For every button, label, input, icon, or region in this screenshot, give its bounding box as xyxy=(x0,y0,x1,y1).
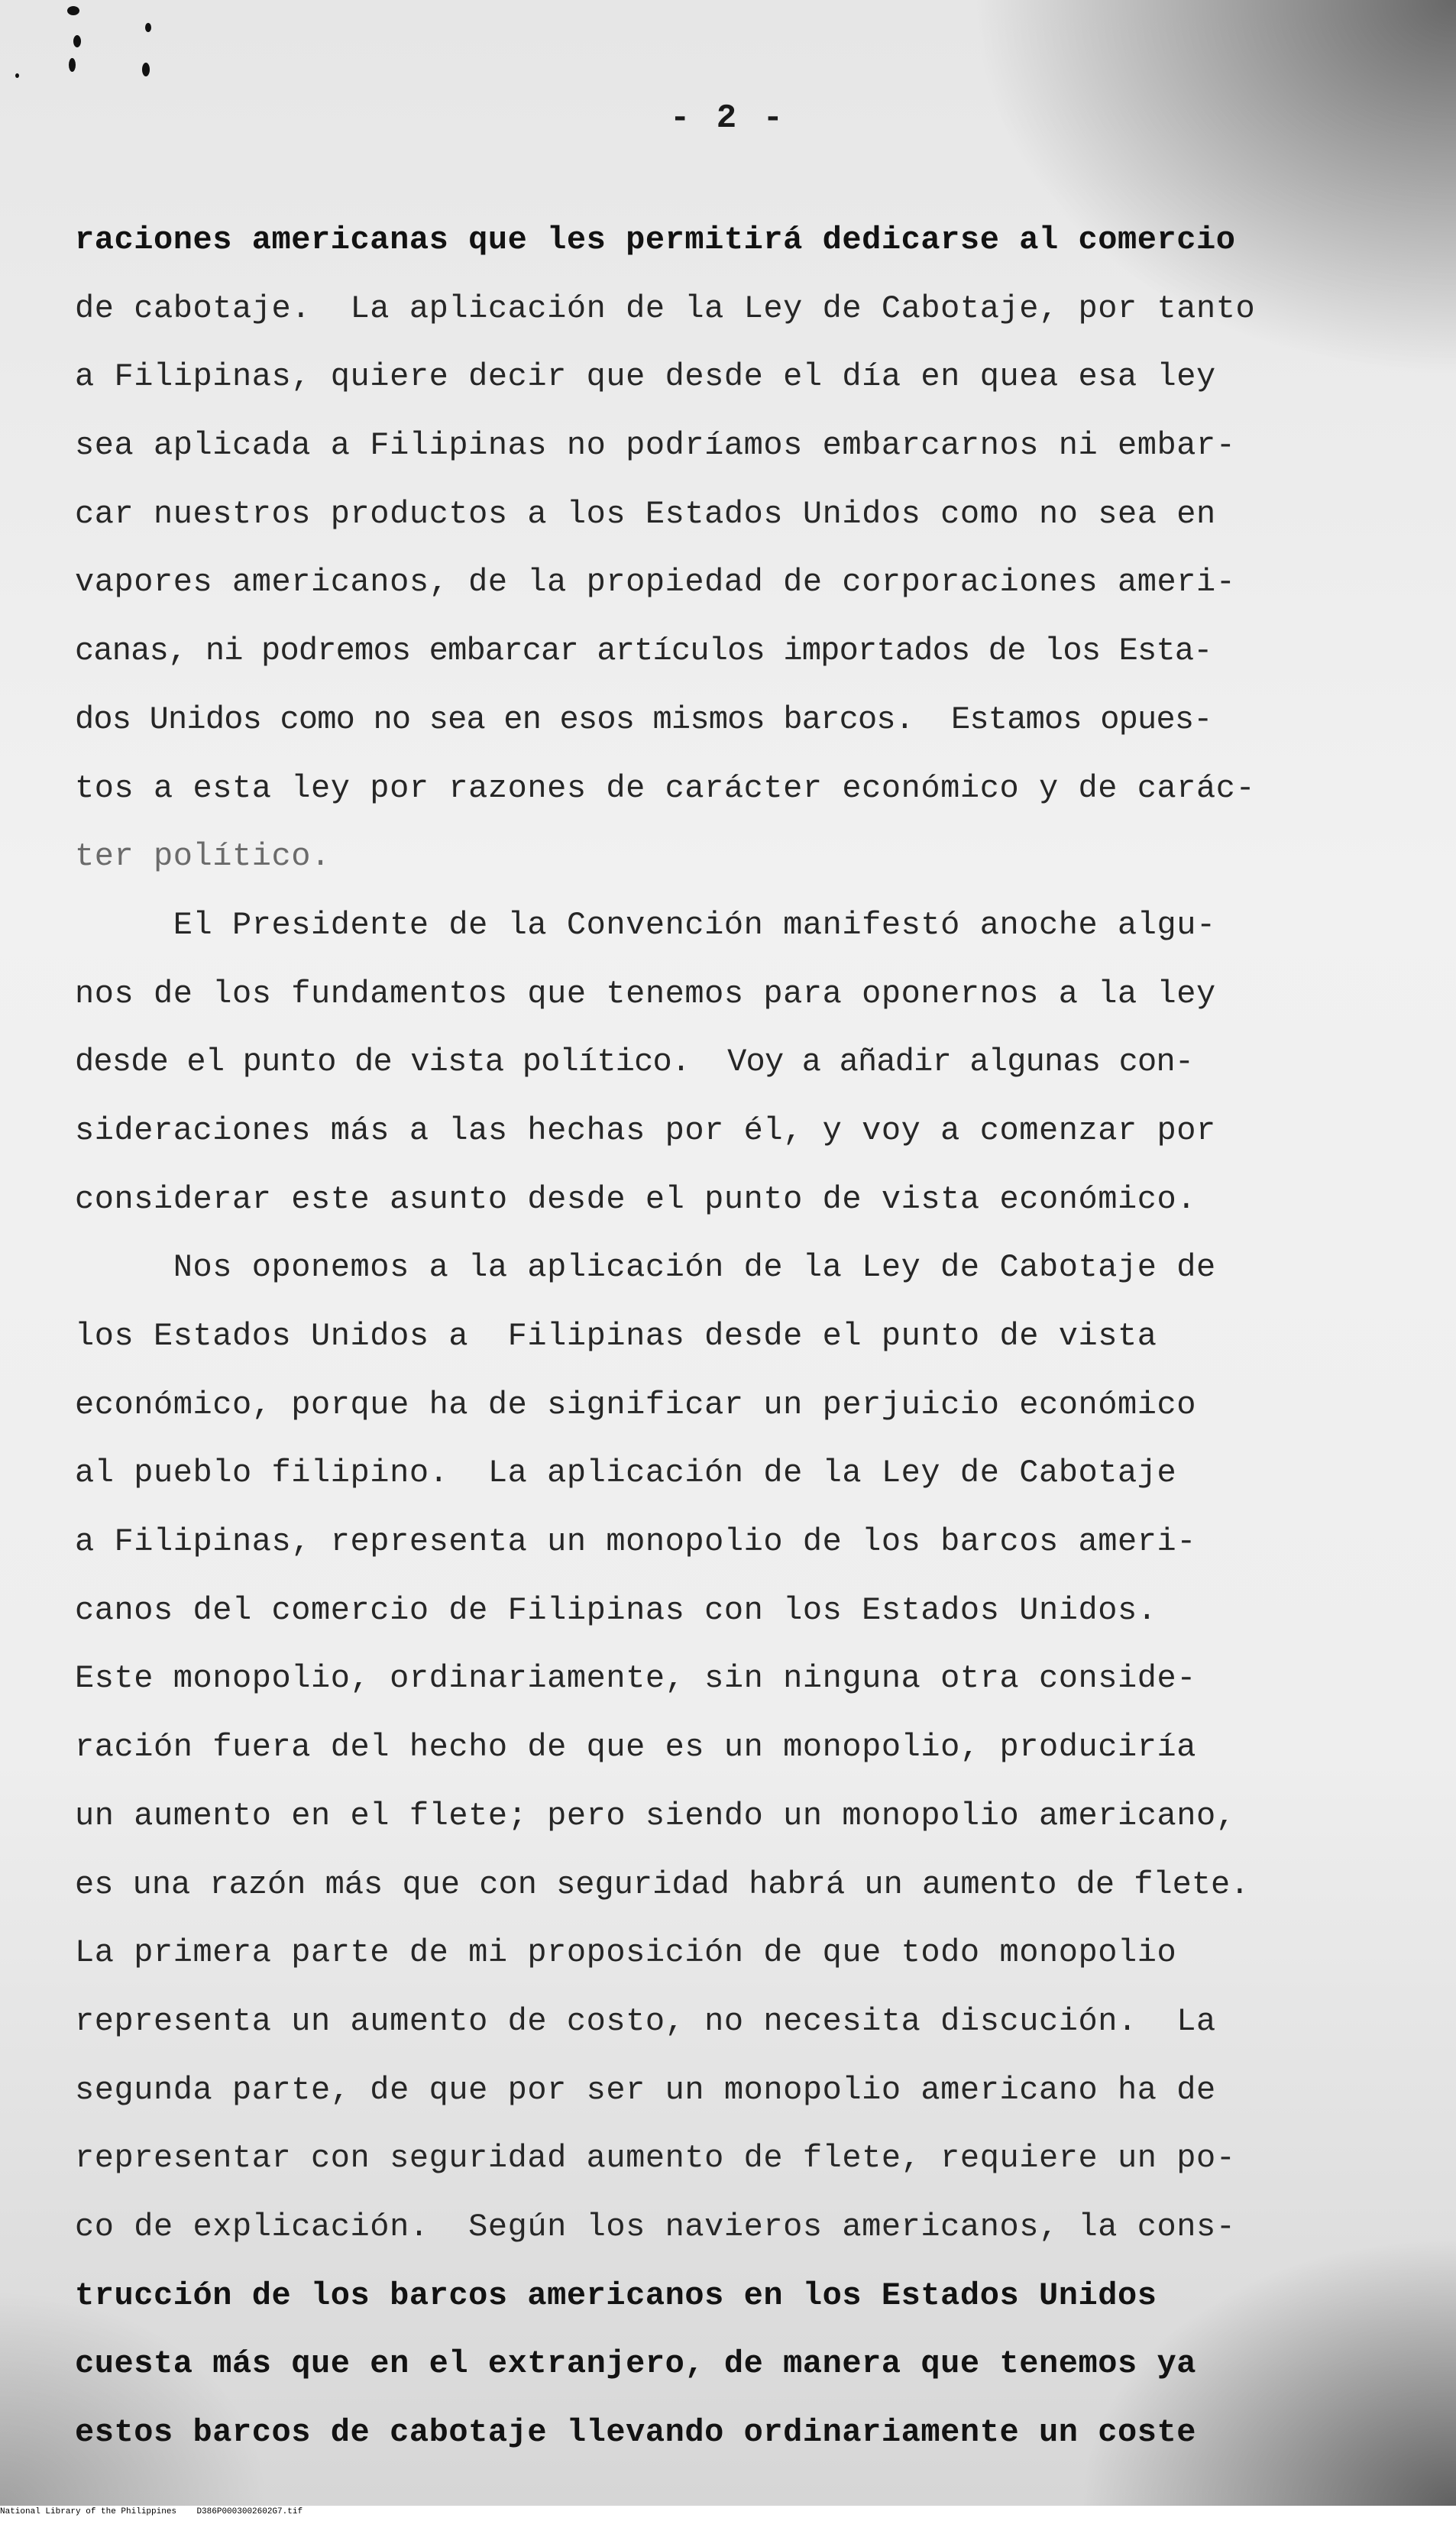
text-line: estos barcos de cabotaje llevando ordinariamente un coste xyxy=(75,2414,1196,2451)
text-line: económico, porque ha de significar un perjuicio económico xyxy=(75,1386,1196,1423)
text-line: dos Unidos como no sea en esos mismos barcos. Estamos opues- xyxy=(75,701,1212,738)
text-line: un aumento en el flete; pero siendo un monopolio americano, xyxy=(75,1797,1236,1834)
text-line: representa un aumento de costo, no necesita discución. La xyxy=(75,2002,1216,2040)
text-line: considerar este asunto desde el punto de vista económico. xyxy=(75,1180,1196,1218)
text-line: canos del comercio de Filipinas con los Estados Unidos. xyxy=(75,1591,1157,1629)
body-text xyxy=(75,206,1389,2468)
text-line: Nos oponemos a la aplicación de la Ley de Cabotaje de xyxy=(75,1249,1216,1286)
page-number: - 2 - xyxy=(669,99,787,138)
text-line: canas, ni podremos embarcar artículos importados de los Esta- xyxy=(75,633,1212,670)
text-line: es una razón más que con seguridad habrá un aumento de flete. xyxy=(75,1866,1250,1903)
text-line: representar con seguridad aumento de flete, requiere un po- xyxy=(75,2140,1236,2177)
text-line: ración fuera del hecho de que es un monopolio, produciría xyxy=(75,1729,1196,1766)
ink-mark xyxy=(67,6,79,15)
ink-mark xyxy=(15,73,19,78)
text-line: cuesta más que en el extranjero, de manera que tenemos ya xyxy=(75,2345,1196,2383)
text-line: co de explicación. Según los navieros americanos, la cons- xyxy=(75,2208,1236,2245)
text-line: Este monopolio, ordinariamente, sin ninguna otra conside- xyxy=(75,1660,1196,1697)
text-line: nos de los fundamentos que tenemos para oponernos a la ley xyxy=(75,975,1216,1012)
text-line: de cabotaje. La aplicación de la Ley de Cabotaje, por tanto xyxy=(75,290,1256,327)
ink-mark xyxy=(142,63,150,76)
text-line: al pueblo filipino. La aplicación de la Ley de Cabotaje xyxy=(75,1455,1177,1492)
text-line: tos a esta ley por razones de carácter económico y de carác- xyxy=(75,769,1256,807)
text-line: La primera parte de mi proposición de que todo monopolio xyxy=(75,1934,1177,1972)
text-line: El Presidente de la Convención manifestó anoche algu- xyxy=(75,906,1216,943)
text-line: sideraciones más a las hechas por él, y voy a comenzar por xyxy=(75,1112,1216,1149)
text-line: desde el punto de vista político. Voy a añadir algunas con- xyxy=(75,1044,1194,1081)
text-line: car nuestros productos a los Estados Unidos como no sea en xyxy=(75,495,1216,532)
text-line: a Filipinas, quiere decir que desde el día en quea esa ley xyxy=(75,358,1216,396)
text-line: los Estados Unidos a Filipinas desde el punto de vista xyxy=(75,1318,1157,1354)
scan-footer: National Library of the Philippines D386P0003002602G7.tif xyxy=(0,2507,303,2516)
text-line: segunda parte, de que por ser un monopolio americano ha de xyxy=(75,2071,1216,2108)
text-line: a Filipinas, representa un monopolio de los barcos ameri- xyxy=(75,1523,1196,1561)
ink-mark xyxy=(145,23,151,32)
ink-mark xyxy=(73,35,81,47)
text-line: trucción de los barcos americanos en los Estados Unidos xyxy=(75,2277,1157,2314)
ink-mark xyxy=(69,58,76,72)
text-line: sea aplicada a Filipinas no podríamos embarcarnos ni embar- xyxy=(75,427,1236,464)
text-line: raciones americanas que les permitirá dedicarse al comercio xyxy=(75,222,1236,258)
text-line: vapores americanos, de la propiedad de corporaciones ameri- xyxy=(75,564,1236,601)
text-line: ter político. xyxy=(75,838,331,875)
